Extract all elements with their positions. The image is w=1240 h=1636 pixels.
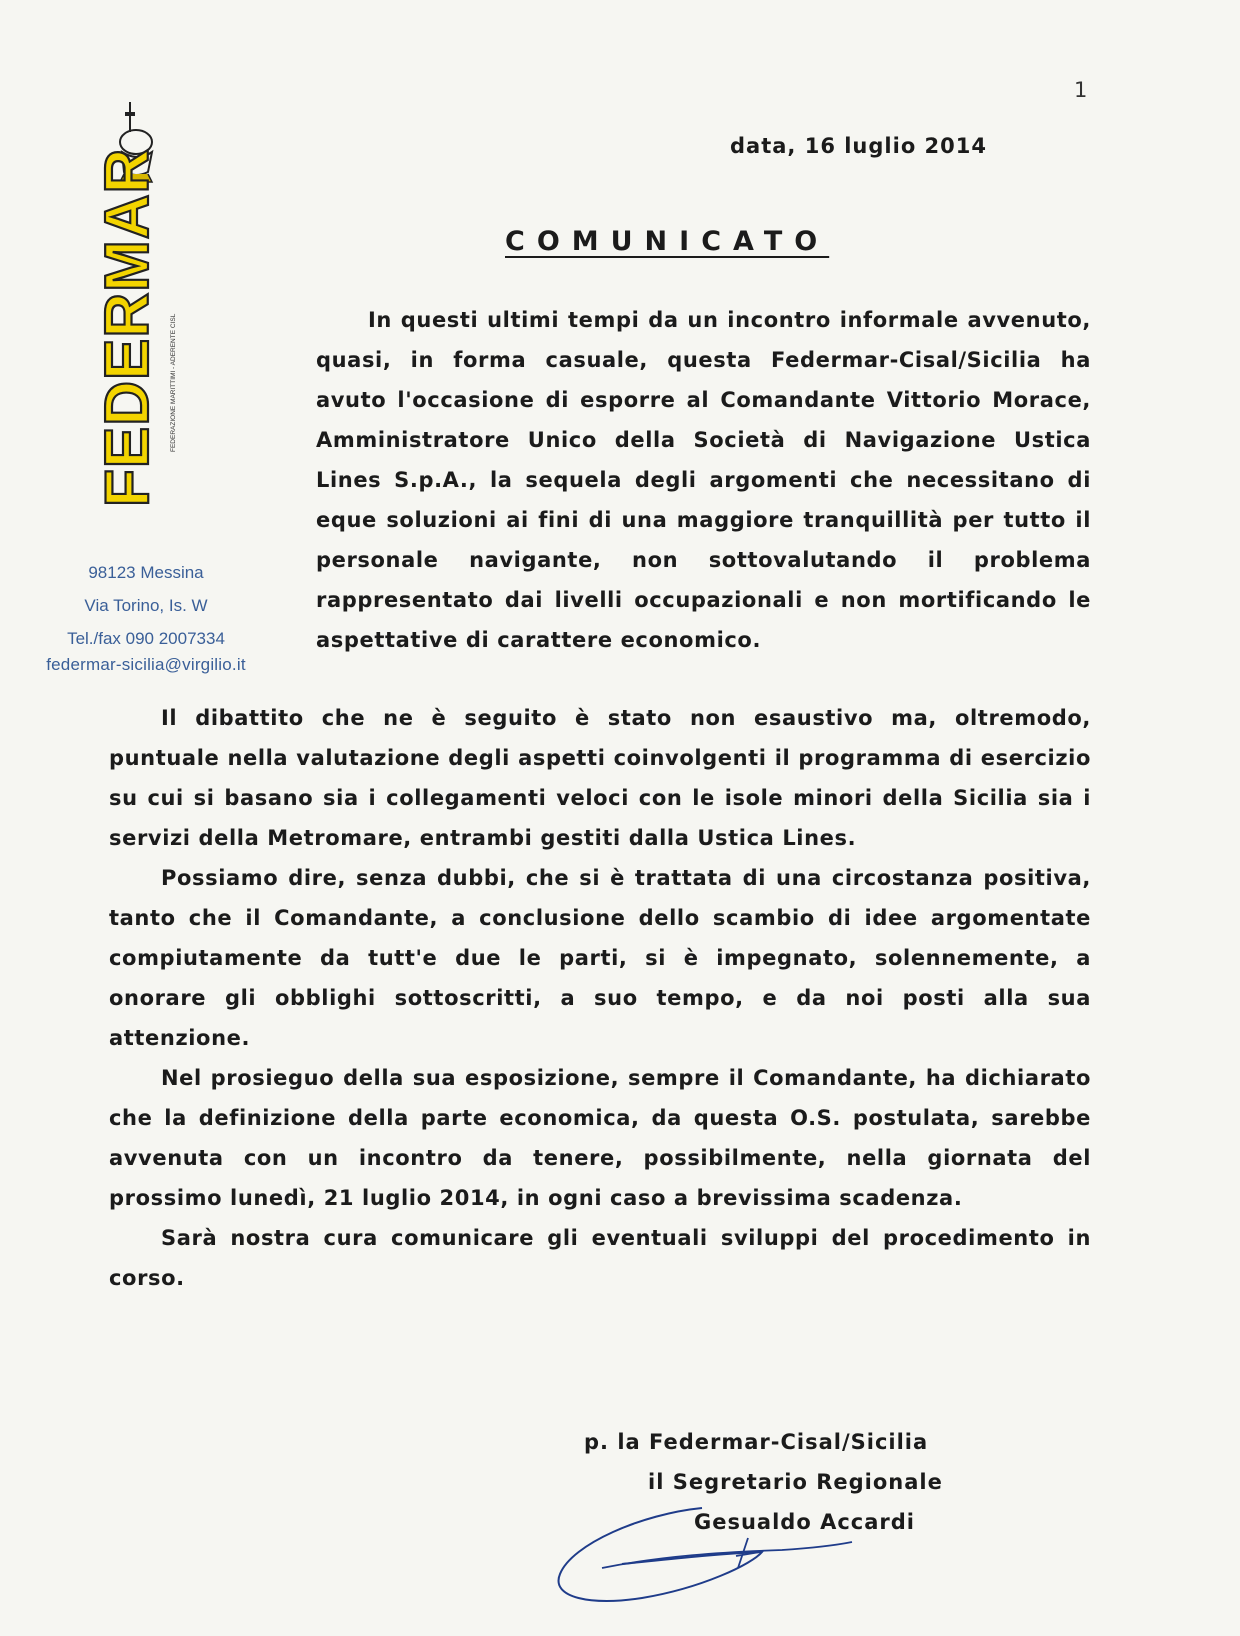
paragraph-4: Nel prosieguo della sua esposizione, sempre il Comandante, ha dichiarato che la definizione della parte economica, da questa O.S. postulata, sarebbe avvenuta con un incontro da tenere, possibilmente, nella giornata del prossimo lunedì, 21 luglio 2014, in ogni caso a brevissima scadenza. <box>109 1066 1091 1210</box>
logo-wordmark: FEDERMAR <box>93 147 162 507</box>
letter-date: data, 16 luglio 2014 <box>730 134 987 158</box>
signature-role: il Segretario Regionale <box>648 1470 943 1494</box>
address-street: Via Torino, Is. W <box>84 596 208 615</box>
signature-organization: p. la Federmar-Cisal/Sicilia <box>584 1430 929 1454</box>
document-title: COMUNICATO <box>505 226 830 257</box>
paragraph-5: Sarà nostra cura comunicare gli eventuali sviluppi del procedimento in corso. <box>109 1226 1091 1290</box>
handwritten-signature <box>552 1494 932 1614</box>
federmar-logo <box>93 102 188 532</box>
phone-fax: Tel./fax 090 2007334 <box>67 629 225 648</box>
page-number: 1 <box>1074 78 1088 102</box>
paragraph-2: Il dibattito che ne è seguito è stato non esaustivo ma, oltremodo, puntuale nella valutazione degli aspetti coinvolgenti il programma di esercizio su cui si basano sia i collegamenti veloci con le isole minori della Sicilia sia i servizi della Metromare, entrambi gestiti dalla Ustica Lines. <box>109 706 1091 850</box>
logo-subtitle: FEDERAZIONE MARITTIMI - ADERENTE CISL <box>170 313 177 452</box>
letterhead-contacts <box>6 556 286 675</box>
paragraph-3: Possiamo dire, senza dubbi, che si è trattata di una circostanza positiva, tanto che il Comandante, a conclusione dello scambio di idee argomentate compiutamente da tutt'e due le parti, si è impegnato, solennemente, a onorare gli obblighi sottoscritti, a suo tempo, e da noi posti alla sua attenzione. <box>109 866 1091 1050</box>
signature-name: Gesualdo Accardi <box>694 1510 915 1534</box>
body-paragraphs <box>109 698 1091 1298</box>
paragraph-1: In questi ultimi tempi da un incontro informale avvenuto, quasi, in forma casuale, questa Federmar-Cisal/Sicilia ha avuto l'occasione di esporre al Comandante Vittorio Morace, Amministratore Unico della Società di Navigazione Ustica Lines S.p.A., la sequela degli argomenti che necessitano di eque soluzioni ai fini di una maggiore tranquillità per tutto il personale navigante, non sottovalutando il problema rappresentato dai livelli occupazionali e non mortificando le aspettative di carattere economico. <box>316 308 1091 652</box>
email-address: federmar-sicilia@virgilio.it <box>46 655 246 674</box>
address-city: 98123 Messina <box>88 563 204 582</box>
